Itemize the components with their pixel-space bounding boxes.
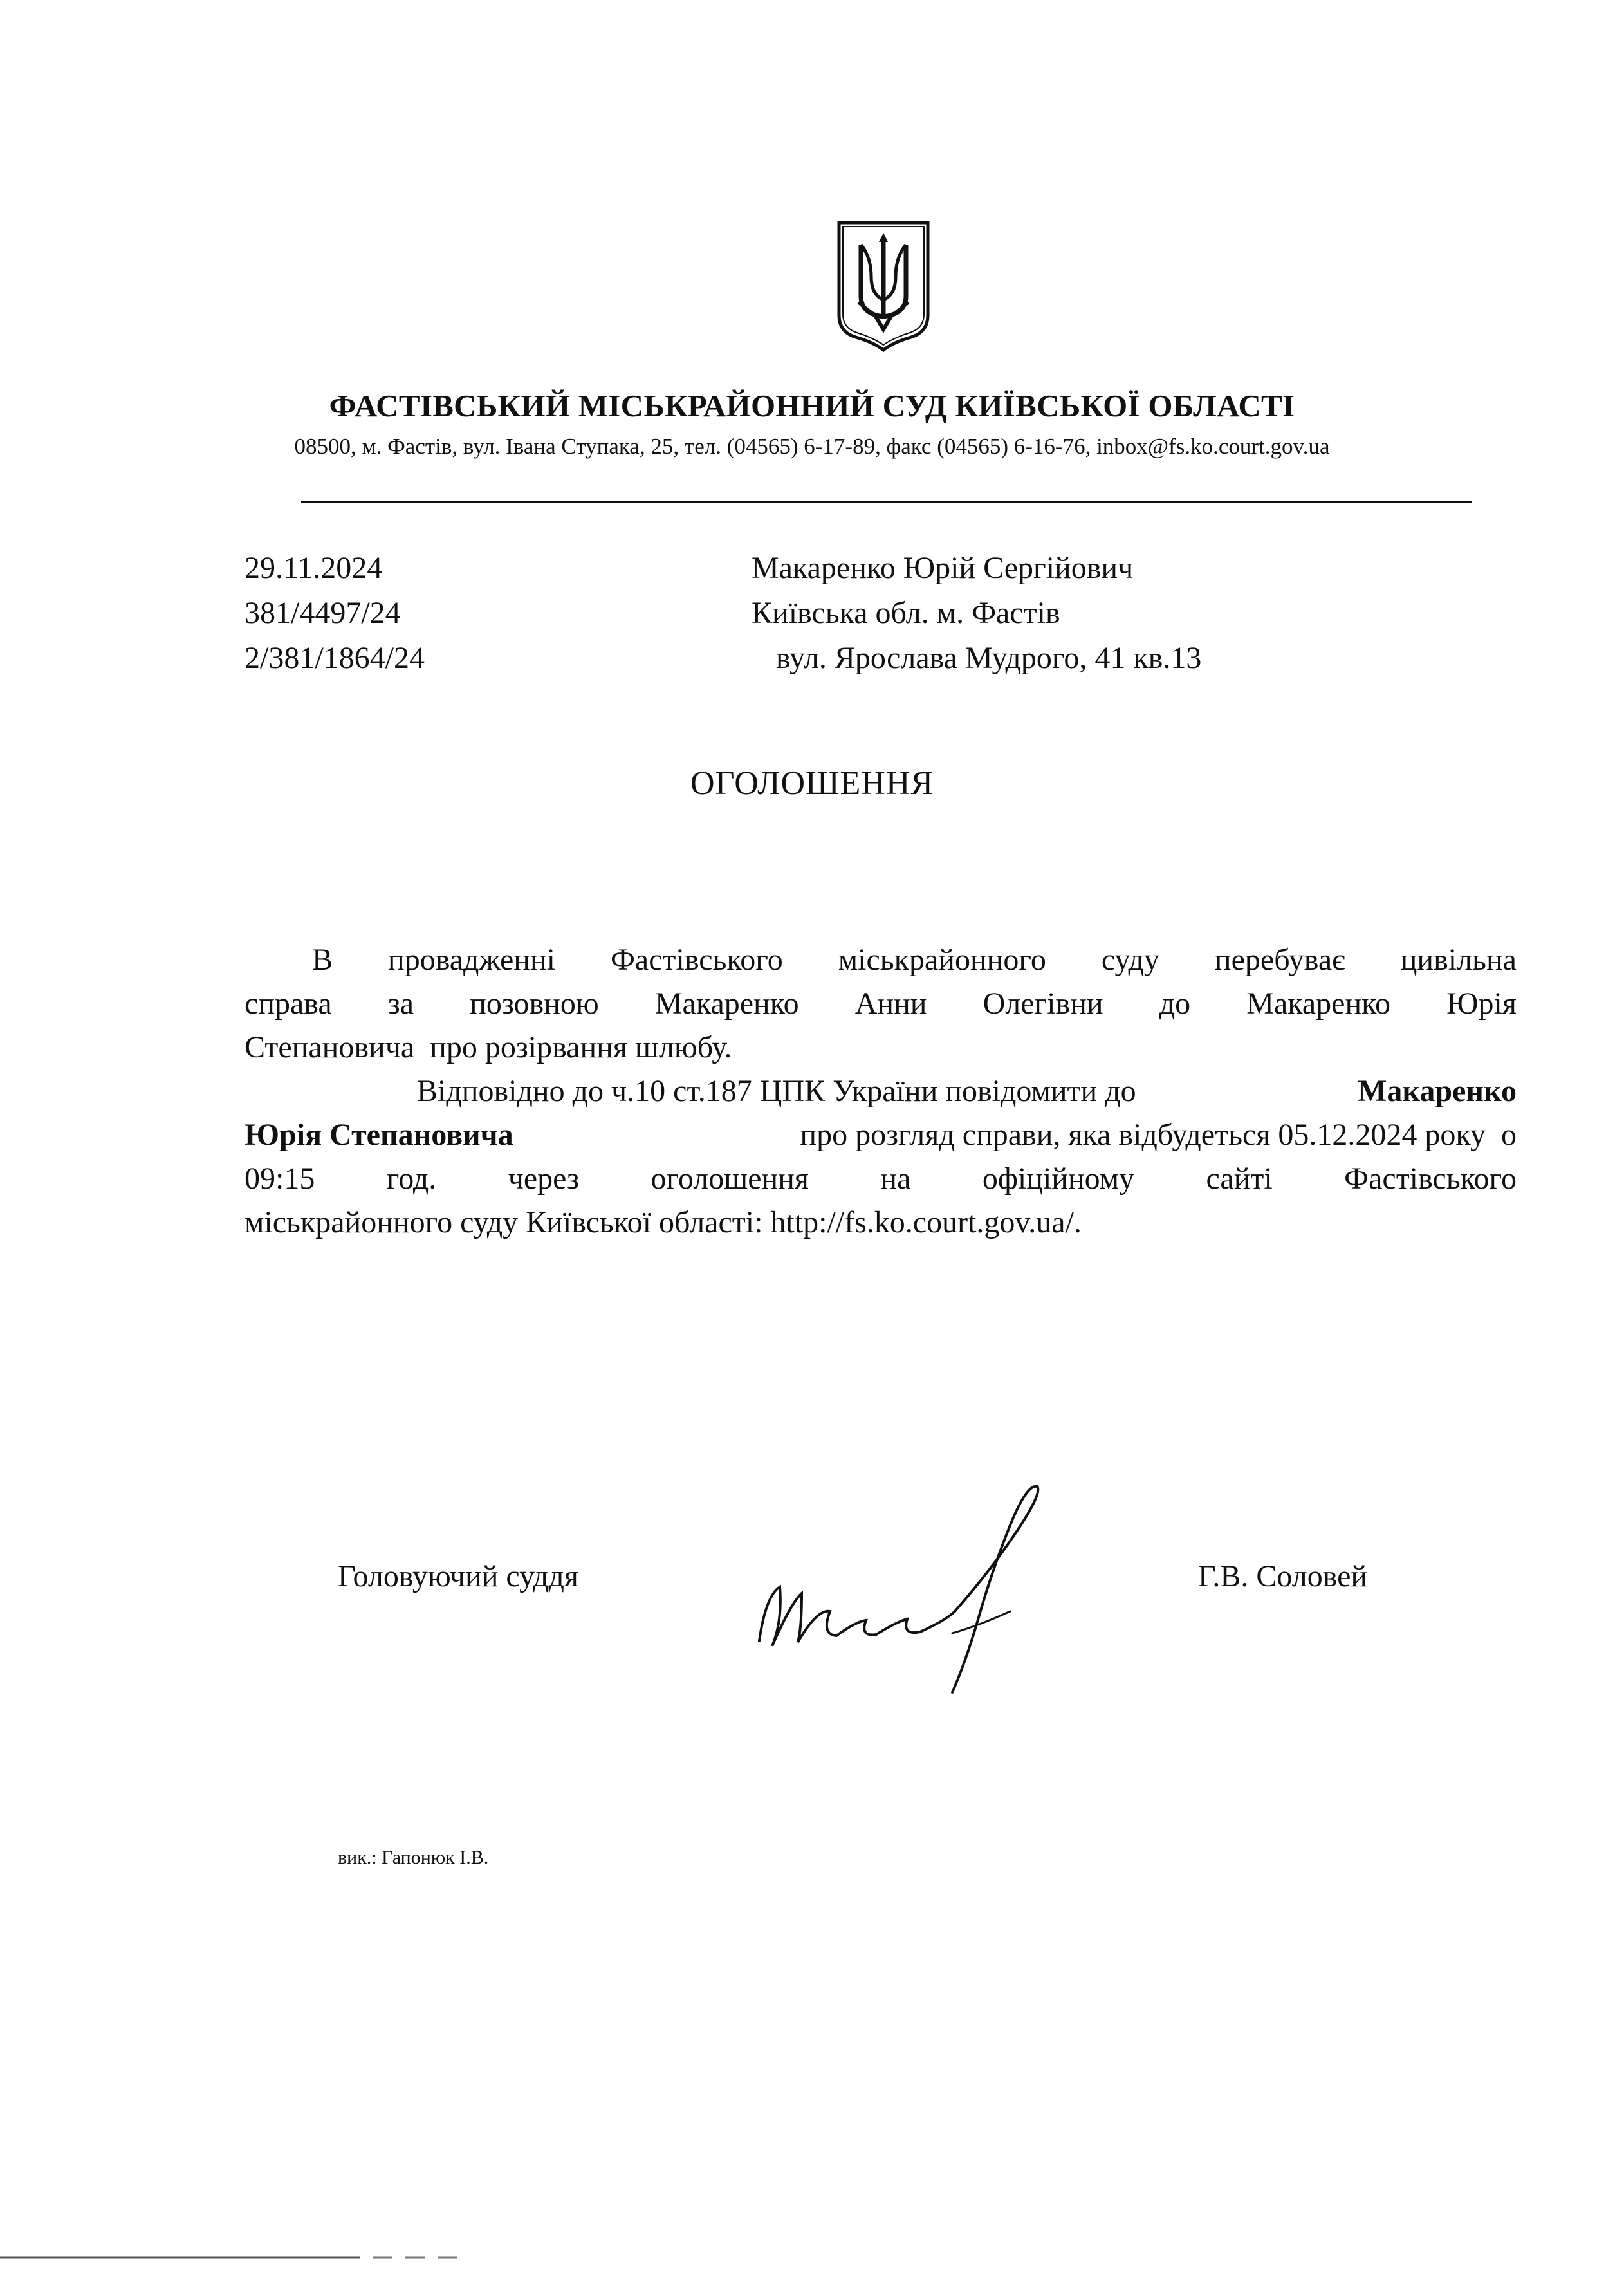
announcement-body <box>245 938 1517 1245</box>
judge-name: Г.В. Соловей <box>1198 1559 1368 1593</box>
addressee-block <box>752 546 1201 681</box>
body-line: Юрія Степановича про розгляд справи, яка відбудеться 05.12.2024 року о <box>245 1113 1517 1157</box>
coat-of-arms-icon <box>835 219 932 353</box>
handwritten-signature <box>740 1474 1075 1705</box>
addressee-street: вул. Ярослава Мудрого, 41 кв.13 <box>776 641 1202 675</box>
body-line: Відповідно до ч.10 ст.187 ЦПК України повідомити до Макаренко <box>245 1070 1517 1113</box>
defendant-surname: Макаренко <box>1358 1074 1517 1108</box>
court-website-text: міськрайонного суду Київської області: http://fs.ko.court.gov.ua/. <box>245 1205 1082 1239</box>
scan-edge-marks <box>0 2252 463 2259</box>
body-line <box>245 1201 1517 1245</box>
document-references <box>245 546 425 681</box>
header-divider <box>301 501 1472 503</box>
case-number: 2/381/1864/24 <box>245 641 425 675</box>
executor-note: вик.: Гапонюк І.В. <box>338 1847 489 1868</box>
body-line: справа за позовною Макаренко Анни Олегівни до Макаренко Юрія <box>245 986 1517 1021</box>
body-line: 09:15 год. через оголошення на офіційному сайті Фастівського <box>245 1162 1517 1196</box>
announcement-title: ОГОЛОШЕННЯ <box>690 765 934 802</box>
addressee-name: Макаренко Юрій Сергійович <box>752 551 1134 585</box>
court-address: 08500, м. Фастів, вул. Івана Ступака, 25, тел. (04565) 6-17-89, факс (04565) 6-16-76, inbox@fs.ko.court.gov.ua <box>294 434 1330 459</box>
document-date: 29.11.2024 <box>245 551 383 585</box>
body-line: В провадженні Фастівського міськрайонного суду перебуває цивільна <box>312 943 1517 977</box>
outgoing-number: 381/4497/24 <box>245 596 401 630</box>
addressee-city: Київська обл. м. Фастів <box>752 596 1060 630</box>
body-line: Степановича про розірвання шлюбу. <box>245 1030 732 1064</box>
defendant-name: Юрія Степановича <box>245 1118 513 1152</box>
signer-position: Головуючий суддя <box>338 1559 578 1593</box>
court-name: ФАСТІВСЬКИЙ МІСЬКРАЙОННИЙ СУД КИЇВСЬКОЇ ОБЛАСТІ <box>329 388 1295 423</box>
